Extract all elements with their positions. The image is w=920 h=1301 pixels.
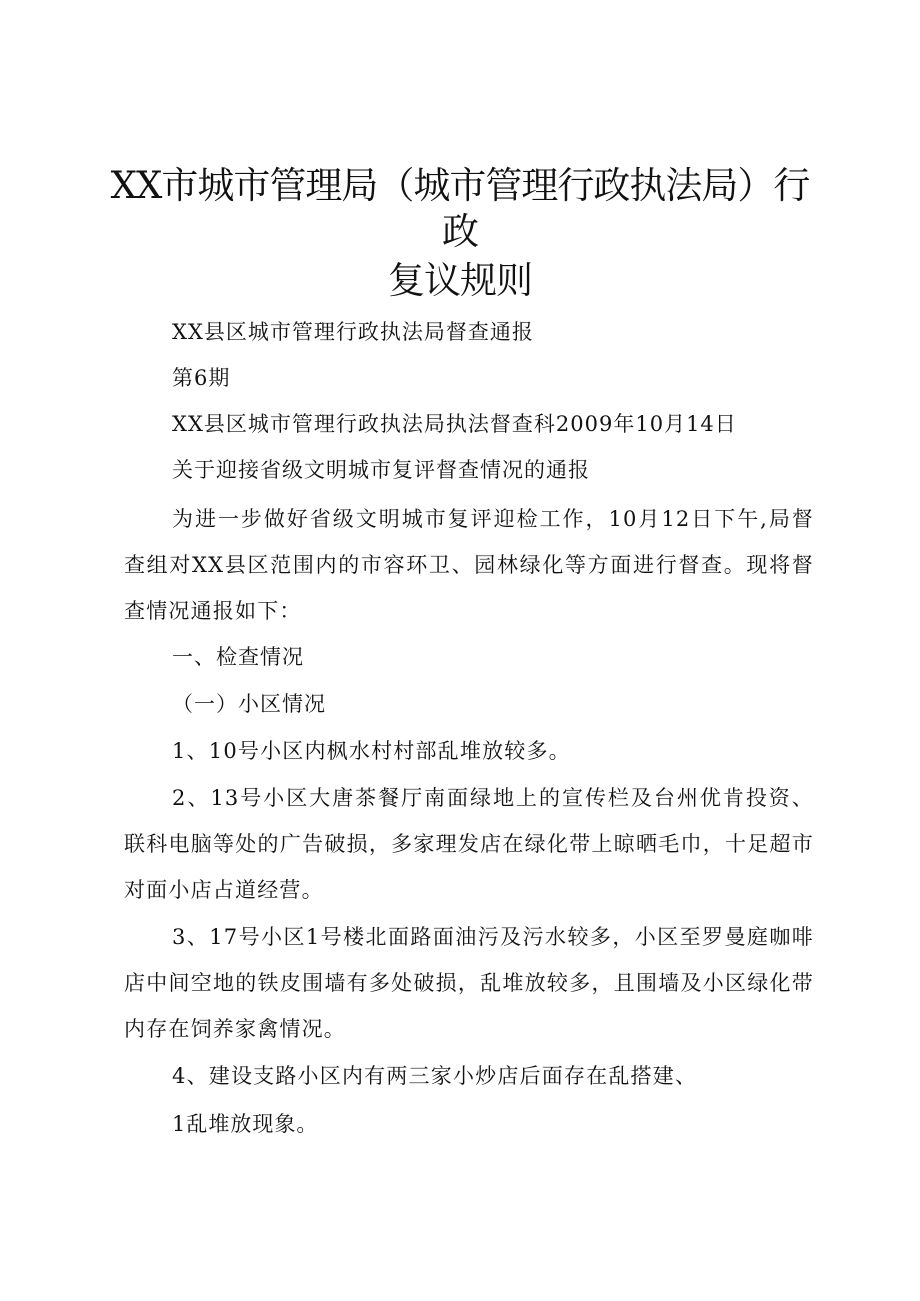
list-item: 3、17号小区1号楼北面路面油污及污水较多，小区至罗曼庭咖啡店中间空地的铁皮围墙有多处破损，乱堆放较多，且围墙及小区绿化带内存在饲养家禽情况。 [124, 925, 814, 1041]
subject-line: 关于迎接省级文明城市复评督查情况的通报 [172, 458, 590, 482]
intro-paragraph: 为进一步做好省级文明城市复评迎检工作，10月12日下午,局督查组对XX县区范围内的市容环卫、园林绿化等方面进行督查。现将督查情况通报如下： [124, 507, 814, 623]
section-heading: 一、检查情况 [172, 645, 304, 669]
list-item: 4、建设支路小区内有两三家小炒店后面存在乱搭建、 [172, 1064, 698, 1088]
trailing-line: 1乱堆放现象。 [172, 1112, 319, 1136]
document-title-line-2: 政 [442, 210, 478, 253]
document-title-line-3: 复议规则 [388, 259, 532, 302]
list-item: 1、10号小区内枫水村村部乱堆放较多。 [172, 739, 571, 763]
list-item: 2、13号小区大唐茶餐厅南面绿地上的宣传栏及台州优肯投资、联科电脑等处的广告破损，多家理发店在绿化带上晾晒毛巾，十足超市对面小店占道经营。 [124, 786, 814, 902]
header-org: XX县区城市管理行政执法局督查通报 [172, 320, 534, 344]
subsection-heading: （一）小区情况 [172, 692, 326, 716]
issue-number: 第6期 [172, 366, 231, 390]
document-title-line-1: XX市城市管理局（城市管理行政执法局）行 [110, 164, 810, 207]
issuer-date: XX县区城市管理行政执法局执法督查科2009年10月14日 [172, 412, 737, 436]
